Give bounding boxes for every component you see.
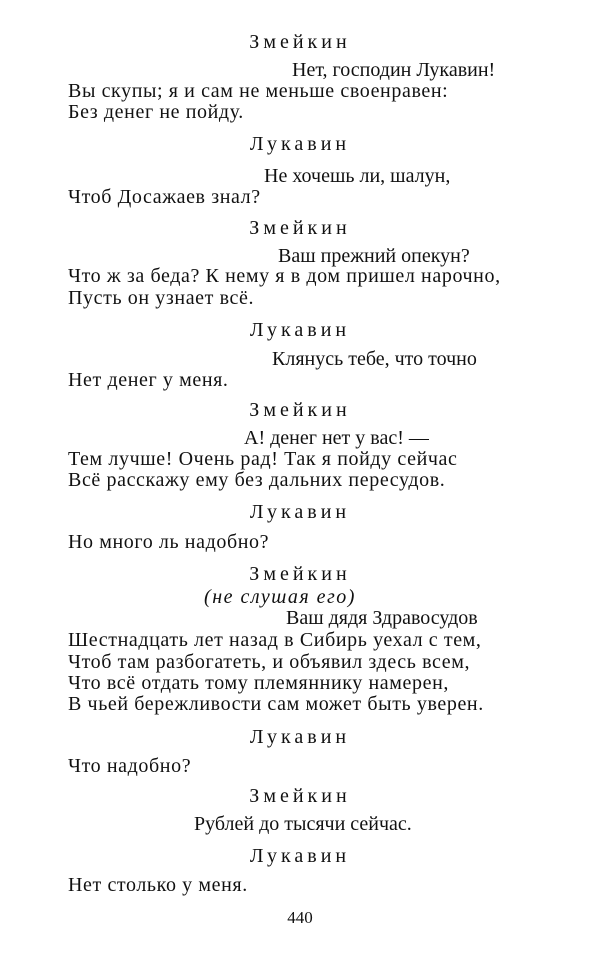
verse-line: Чтоб там разбогатеть, и объявил здесь всем, (68, 651, 471, 673)
verse-line: Нет столько у меня. (68, 874, 248, 896)
speaker-lukavin: Лукавин (249, 319, 351, 341)
verse-line: А! денег нет у вас! — (244, 427, 429, 449)
page-number: 440 (287, 908, 313, 927)
verse-line: Тем лучше! Очень рад! Так я пойду сейчас (68, 448, 458, 470)
verse-line: Не хочешь ли, шалун, (264, 165, 451, 187)
speaker-zmeykin: Змейкин (249, 399, 351, 421)
speaker-zmeykin: Змейкин (249, 785, 351, 807)
verse-line: Ваш дядя Здравосудов (286, 607, 478, 629)
verse-line: Но много ль надобно? (68, 531, 270, 553)
verse-line: Ваш прежний опекун? (278, 245, 470, 267)
speaker-zmeykin: Змейкин (249, 31, 351, 53)
speaker-lukavin: Лукавин (249, 501, 351, 523)
stage-direction: (не слушая его) (204, 586, 356, 608)
verse-line: Нет денег у меня. (68, 369, 229, 391)
speaker-lukavin: Лукавин (249, 726, 351, 748)
speaker-zmeykin: Змейкин (249, 563, 351, 585)
verse-line: Нет, господин Лукавин! (292, 59, 496, 81)
verse-line: Всё расскажу ему без дальних пересудов. (68, 469, 446, 491)
verse-line: Что надобно? (68, 755, 192, 777)
speaker-lukavin: Лукавин (249, 845, 351, 867)
verse-line: Пусть он узнает всё. (68, 287, 255, 309)
verse-line: Клянусь тебе, что точно (272, 348, 477, 370)
speaker-lukavin: Лукавин (249, 133, 351, 155)
verse-line: Без денег не пойду. (68, 101, 244, 123)
verse-line: Рублей до тысячи сейчас. (194, 813, 412, 835)
verse-line: В чьей бережливости сам может быть уверен. (68, 693, 484, 715)
verse-line: Шестнадцать лет назад в Сибирь уехал с тем, (68, 629, 482, 651)
verse-line: Что ж за беда? К нему я в дом пришел нарочно, (68, 265, 501, 287)
verse-line: Вы скупы; я и сам не меньше своенравен: (68, 80, 449, 102)
verse-line: Чтоб Досажаев знал? (68, 186, 261, 208)
speaker-zmeykin: Змейкин (249, 217, 351, 239)
verse-line: Что всё отдать тому племяннику намерен, (68, 672, 449, 694)
